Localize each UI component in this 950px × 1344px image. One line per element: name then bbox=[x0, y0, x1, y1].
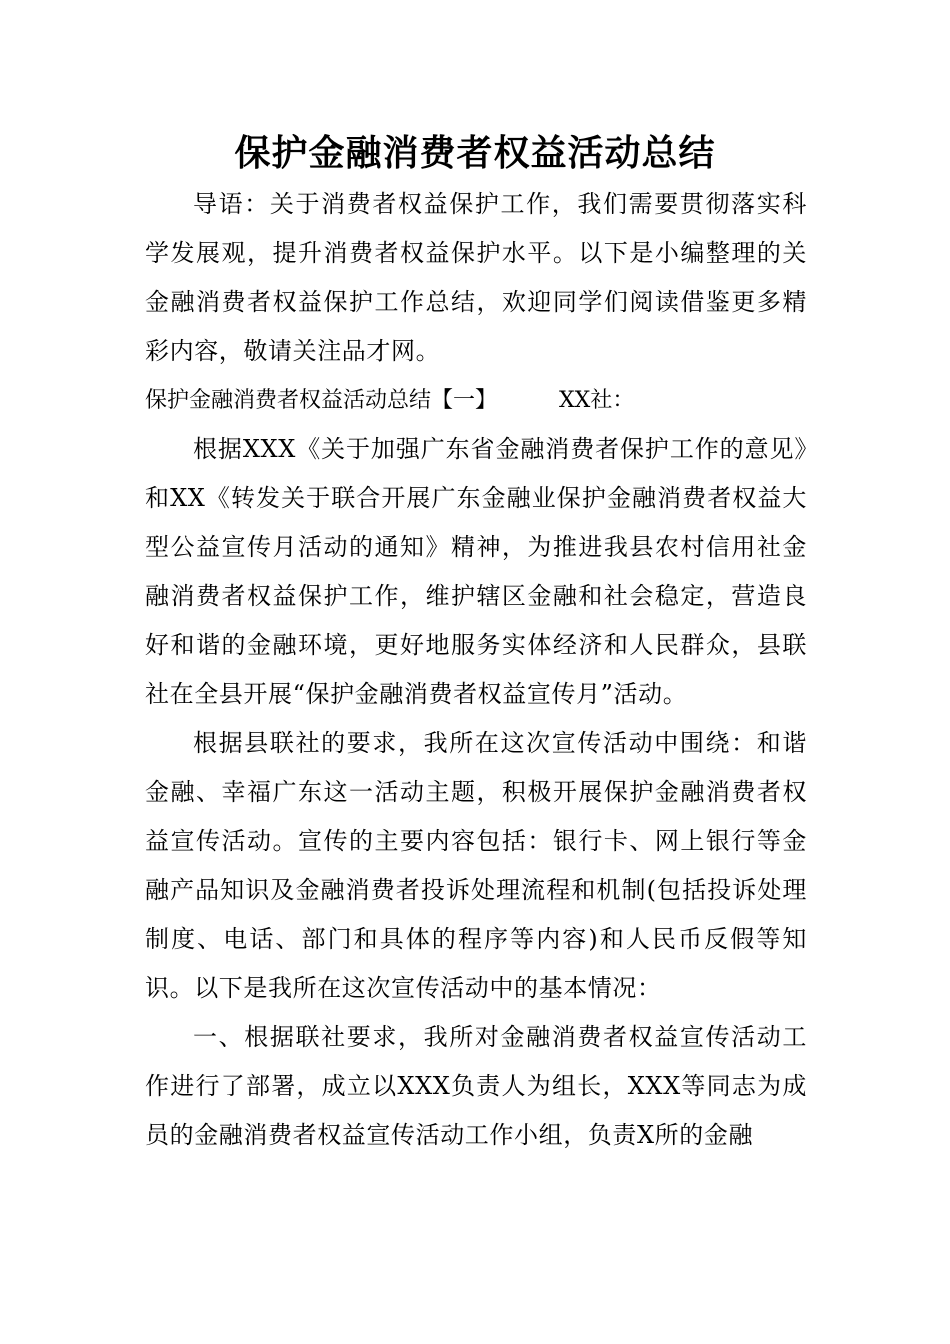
section-heading-line bbox=[145, 376, 807, 425]
body-paragraph-3: 一、根据联社要求，我所对金融消费者权益宣传活动工作进行了部署，成立以XXX负责人为组长，XXX等同志为成员的金融消费者权益宣传活动工作小组，负责X所的金融 bbox=[145, 1023, 807, 1149]
body-paragraph-2: 根据县联社的要求，我所在这次宣传活动中围绕：和谐金融、幸福广东这一活动主题，积极开展保护金融消费者权益宣传活动。宣传的主要内容包括：银行卡、网上银行等金融产品知识及金融消费者投诉处理流程和机制(包括投诉处理制度、电话、部门和具体的程序等内容)和人民币反假等知识。以下是我所在这次宣传活动中的基本情况： bbox=[145, 729, 807, 1002]
document-title: 保护金融消费者权益活动总结 bbox=[234, 132, 716, 174]
section-heading: 保护金融消费者权益活动总结【一】 bbox=[145, 388, 498, 413]
document-body bbox=[145, 180, 807, 1160]
salutation: XX社： bbox=[559, 388, 635, 413]
intro-paragraph: 导语：关于消费者权益保护工作，我们需要贯彻落实科学发展观，提升消费者权益保护水平。以下是小编整理的关金融消费者权益保护工作总结，欢迎同学们阅读借鉴更多精彩内容，敬请关注品才网。 bbox=[145, 190, 807, 365]
body-paragraph-1: 根据XXX《关于加强广东省金融消费者保护工作的意见》和XX《转发关于联合开展广东金融业保护金融消费者权益大型公益宣传月活动的通知》精神，为推进我县农村信用社金融消费者权益保护工作，维护辖区金融和社会稳定，营造良好和谐的金融环境，更好地服务实体经济和人民群众，县联社在全县开展“保护金融消费者权益宣传月”活动。 bbox=[145, 435, 807, 708]
